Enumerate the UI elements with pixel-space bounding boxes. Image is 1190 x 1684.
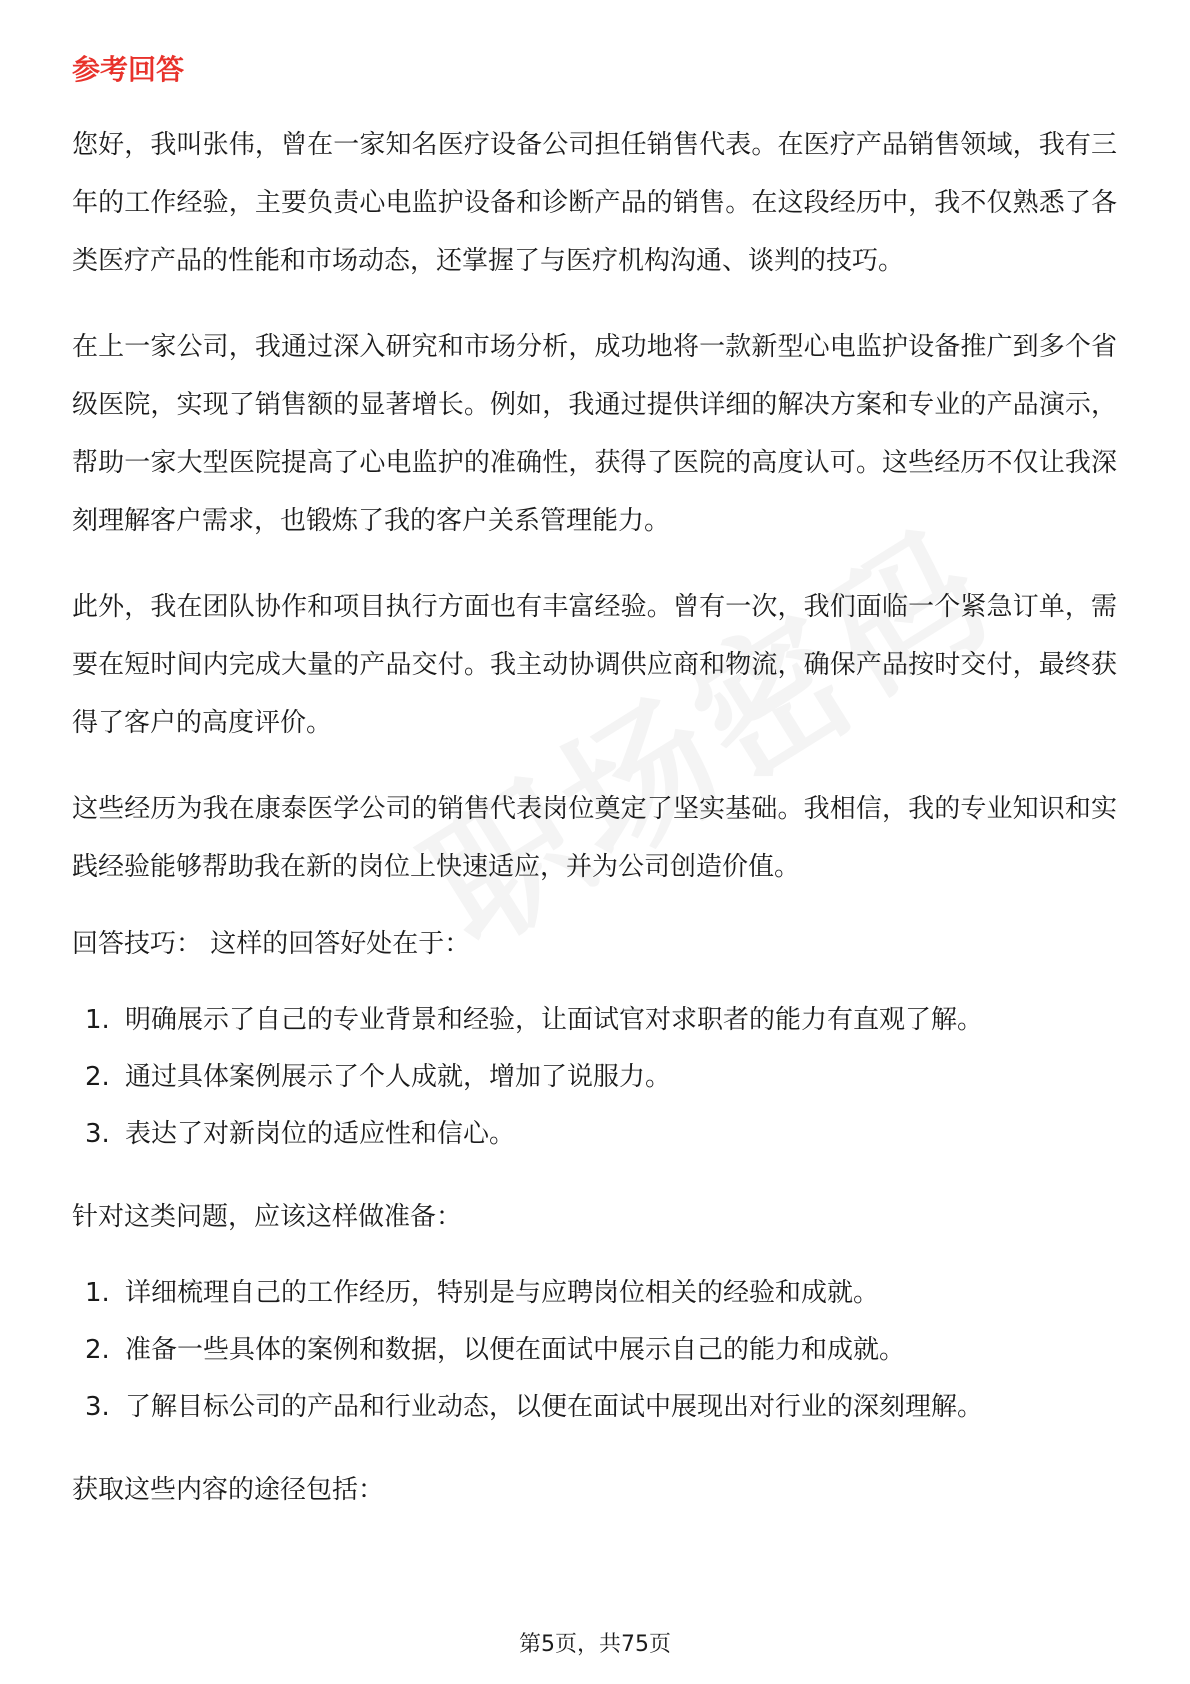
list-item-text: 通过具体案例展示了个人成就，增加了说服力。 [125,1062,672,1092]
answer-paragraph-3: 此外，我在团队协作和项目执行方面也有丰富经验。曾有一次，我们面临一个紧急订单，需要在短时间内完成大量的产品交付。我主动协调供应商和物流，确保产品按时交付，最终获得了客户的高度评价。 [72,592,1117,738]
tips-list [72,992,1117,1163]
list-item-number: 3. [85,1119,110,1149]
prep-label: 针对这类问题，应该这样做准备： [72,1202,463,1232]
page-content [72,50,1117,1538]
answer-paragraph-2: 在上一家公司，我通过深入研究和市场分析，成功地将一款新型心电监护设备推广到多个省级医院，实现了销售额的显著增长。例如，我通过提供详细的解决方案和专业的产品演示，帮助一家大型医院提高了心电监护的准确性，获得了医院的高度认可。这些经历不仅让我深刻理解客户需求，也锻炼了我的客户关系管理能力。 [72,332,1117,536]
answer-paragraph-4: 这些经历为我在康泰医学公司的销售代表岗位奠定了坚实基础。我相信，我的专业知识和实践经验能够帮助我在新的岗位上快速适应，并为公司创造价值。 [72,794,1117,882]
list-item-number: 1. [85,1278,110,1308]
list-item [72,1265,1117,1322]
list-item-text: 明确展示了自己的专业背景和经验，让面试官对求职者的能力有直观了解。 [125,1005,984,1035]
list-item-text: 表达了对新岗位的适应性和信心。 [125,1119,516,1149]
list-item-number: 2. [85,1062,110,1092]
list-item [72,992,1117,1049]
section-heading: 参考回答 [72,53,185,86]
list-item-number: 3. [85,1392,110,1422]
page-number-footer: 第5页，共75页 [519,1632,671,1657]
prep-list [72,1265,1117,1436]
list-item-number: 1. [85,1005,110,1035]
list-item [72,1049,1117,1106]
list-item-text: 详细梳理自己的工作经历，特别是与应聘岗位相关的经验和成就。 [125,1278,880,1308]
list-item [72,1379,1117,1436]
list-item [72,1322,1117,1379]
list-item-text: 了解目标公司的产品和行业动态，以便在面试中展现出对行业的深刻理解。 [125,1392,984,1422]
tips-label: 回答技巧： 这样的回答好处在于： [72,929,471,959]
list-item-number: 2. [85,1335,110,1365]
sources-label: 获取这些内容的途径包括： [72,1475,385,1505]
list-item [72,1106,1117,1163]
answer-paragraph-1: 您好，我叫张伟，曾在一家知名医疗设备公司担任销售代表。在医疗产品销售领域，我有三年的工作经验，主要负责心电监护设备和诊断产品的销售。在这段经历中，我不仅熟悉了各类医疗产品的性能和市场动态，还掌握了与医疗机构沟通、谈判的技巧。 [72,130,1117,276]
list-item-text: 准备一些具体的案例和数据，以便在面试中展示自己的能力和成就。 [125,1335,906,1365]
